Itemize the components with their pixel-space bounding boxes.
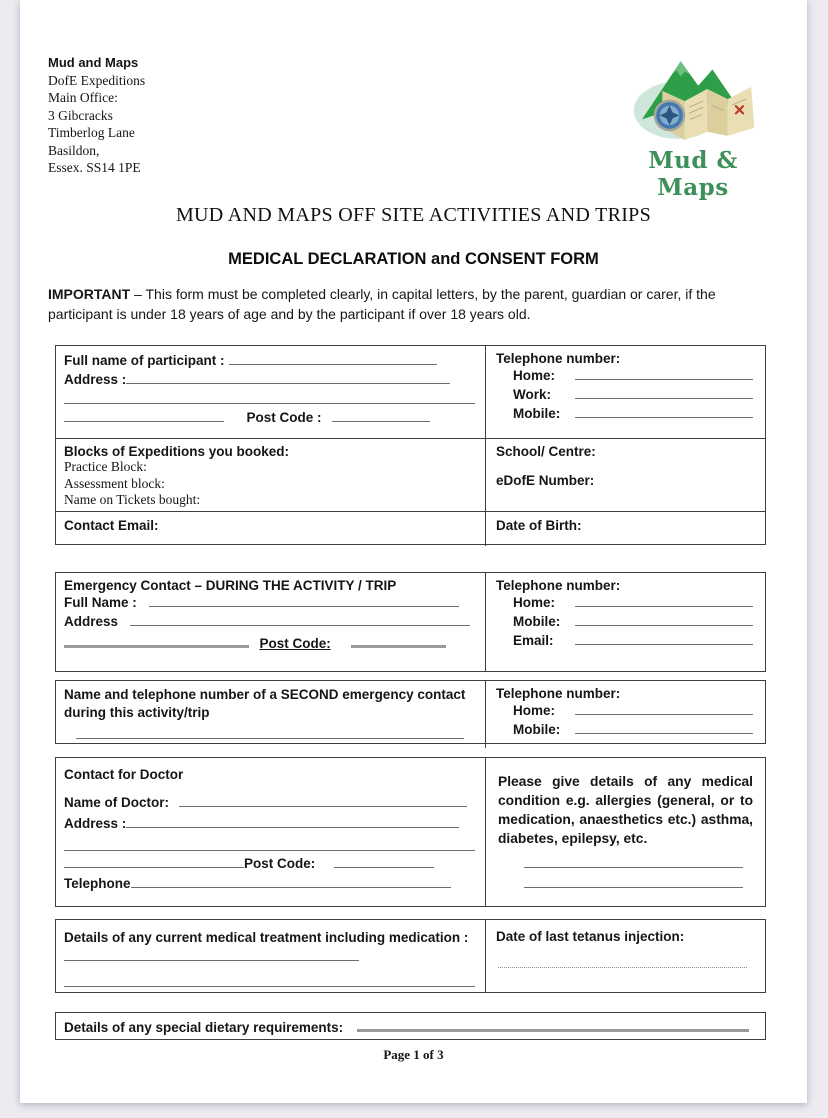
dietary-label: Details of any special dietary requirements:: [64, 1020, 344, 1035]
work-label: Work:: [513, 387, 552, 402]
dietary-box: [55, 1012, 766, 1040]
second-emergency-cell: [56, 681, 485, 748]
blank-line: [575, 724, 753, 734]
compass-icon: [654, 100, 686, 132]
address-line: Basildon,: [48, 142, 100, 158]
emergency-telephone-cell: [485, 573, 765, 671]
blank-line: [332, 412, 430, 422]
doctor-name-label: Name of Doctor:: [64, 795, 170, 810]
participant-details-cell: [56, 346, 485, 438]
medical-condition-note: Please give details of any medical condition e.g. allergies (general, or to medication, anaesthetics etc.) asthma, diabetes, epilepsy, etc.: [498, 774, 753, 846]
post-code-label: Post Code:: [259, 636, 331, 651]
medical-condition-cell: [485, 758, 765, 906]
mud-and-maps-logo: [613, 48, 773, 201]
address-line: Timberlog Lane: [48, 125, 135, 140]
second-emergency-telephone-cell: [485, 681, 765, 748]
assessment-block-label: Assessment block:: [64, 475, 165, 491]
telephone-header: Telephone number:: [496, 351, 621, 366]
blank-line: [575, 616, 753, 626]
form-subtitle: MEDICAL DECLARATION and CONSENT FORM: [228, 250, 599, 268]
doctor-title: Contact for Doctor: [64, 767, 184, 782]
important-label: IMPORTANT: [48, 286, 131, 302]
header-address: [48, 54, 145, 177]
page-number: Page 1 of 3: [383, 1047, 444, 1062]
emergency-details-cell: [56, 573, 485, 671]
blank-line: [575, 408, 753, 418]
treatment-box: [55, 919, 766, 993]
blank-line: [64, 389, 475, 404]
address-line: Main Office:: [48, 90, 118, 105]
blank-line: [64, 638, 249, 648]
treatment-cell: [56, 920, 485, 992]
tickets-label: Name on Tickets bought:: [64, 492, 201, 507]
doctor-details-cell: [56, 758, 485, 906]
blank-line: [64, 834, 475, 851]
address-line: 3 Gibcracks: [48, 107, 113, 123]
important-text: – This form must be completed clearly, in capital letters, by the parent, guardian or carer, if the participant is under 18 years of age and by the participant if over 18 years old.: [48, 286, 716, 322]
logo-graphic: [619, 48, 767, 142]
address-line: Essex. SS14 1PE: [48, 160, 141, 175]
participant-box: [55, 345, 766, 545]
page-title: MUD AND MAPS OFF SITE ACTIVITIES AND TRIPS: [175, 204, 652, 226]
second-emergency-title: Name and telephone number of a SECOND emergency contact during this activity/trip: [64, 687, 466, 720]
blocks-header: Blocks of Expeditions you booked:: [64, 444, 290, 459]
blank-line: [334, 858, 434, 868]
treatment-title: Details of any current medical treatment including medication :: [64, 930, 469, 945]
post-code-label: Post Code:: [244, 856, 316, 871]
full-name-label: Full name of participant :: [64, 353, 225, 368]
blank-line: [126, 374, 450, 384]
home-label: Home:: [513, 595, 556, 610]
mobile-label: Mobile:: [513, 614, 561, 629]
second-emergency-box: [55, 680, 766, 744]
doctor-address-label: Address :: [64, 816, 127, 831]
blank-line: [575, 389, 753, 399]
school-label: School/ Centre:: [496, 444, 596, 459]
home-label: Home:: [513, 703, 556, 718]
dotted-blank-line: [498, 944, 747, 968]
blank-line: [126, 818, 459, 828]
emergency-contact-box: [55, 572, 766, 672]
telephone-header: Telephone number:: [496, 578, 621, 593]
practice-block-label: Practice Block:: [64, 459, 147, 474]
address-label: Address: [64, 614, 119, 629]
blank-line: [357, 1022, 749, 1032]
blank-line: [575, 635, 753, 645]
doctor-telephone-label: Telephone: [64, 876, 131, 891]
contact-email-label: Contact Email:: [64, 518, 159, 533]
tetanus-label: Date of last tetanus injection:: [496, 929, 685, 944]
mobile-label: Mobile:: [513, 722, 561, 737]
blank-line: [351, 638, 446, 648]
blank-line: [179, 797, 467, 807]
doctor-box: [55, 757, 766, 907]
blank-line: [575, 597, 753, 607]
blank-line: [524, 848, 743, 868]
contact-email-cell: [56, 512, 485, 546]
edofe-label: eDofE Number:: [496, 473, 595, 488]
blank-line: [130, 616, 470, 626]
expedition-blocks-cell: [56, 439, 485, 511]
dob-cell: [485, 512, 765, 546]
org-name: Mud and Maps: [48, 55, 139, 70]
participant-telephone-cell: [485, 346, 765, 438]
blank-line: [64, 973, 475, 987]
important-note: [48, 285, 784, 324]
blank-line: [64, 858, 244, 868]
blank-line: [524, 868, 743, 888]
logo-wordmark: Mud & Maps: [648, 147, 738, 201]
tetanus-cell: [485, 920, 765, 992]
blank-line: [229, 355, 437, 365]
telephone-header: Telephone number:: [496, 686, 621, 701]
blank-line: [64, 951, 359, 961]
document-page: [20, 0, 807, 1103]
blank-line: [575, 705, 753, 715]
emergency-title: Emergency Contact – DURING THE ACTIVITY / TRIP: [64, 578, 397, 593]
school-centre-cell: [485, 439, 765, 511]
mobile-label: Mobile:: [513, 406, 561, 421]
home-label: Home:: [513, 368, 556, 383]
address-line: DofE Expeditions: [48, 72, 146, 88]
dob-label: Date of Birth:: [496, 518, 582, 533]
full-name-label: Full Name :: [64, 595, 137, 610]
email-label: Email:: [513, 633, 554, 648]
blank-line: [575, 370, 753, 380]
post-code-label: Post Code :: [246, 410, 322, 425]
blank-line: [76, 729, 464, 739]
blank-line: [64, 412, 224, 422]
address-label: Address :: [64, 372, 127, 387]
blank-line: [149, 597, 459, 607]
blank-line: [131, 878, 451, 888]
